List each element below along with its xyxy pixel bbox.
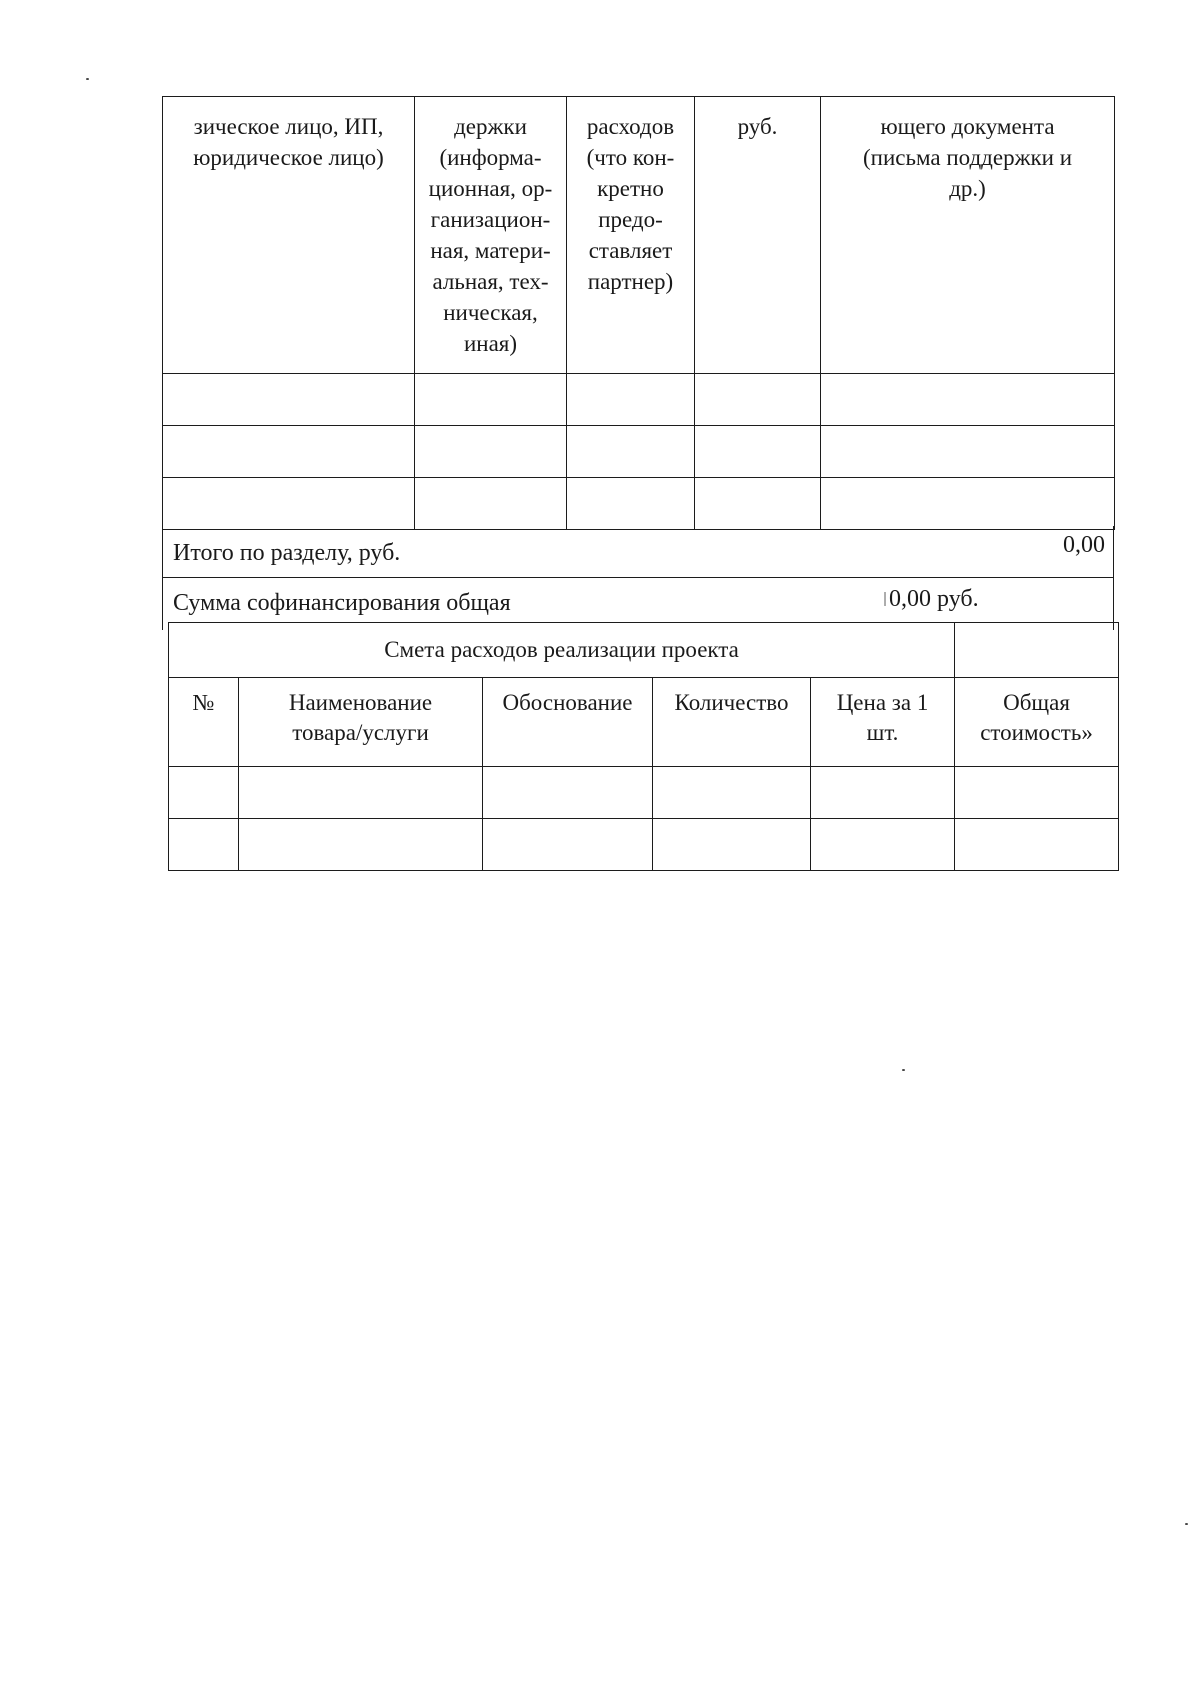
scan-artifact-mark: ǀ [883,589,888,611]
header-line: держки [454,114,527,139]
table-cell[interactable] [239,819,483,871]
table-cell[interactable] [653,767,811,819]
table-row [169,819,1119,871]
estimate-title: Смета расходов реализации проекта [169,623,955,678]
partner-contributions-table [162,96,1115,530]
header-line: ганизацион- [430,207,551,232]
header-line: зическое лицо, ИП, [193,114,384,139]
table-cell[interactable] [415,374,567,426]
header-line: альная, тех- [432,269,549,294]
table-cell[interactable] [163,426,415,478]
header-support-type [415,97,567,374]
header-line: кретно [597,176,664,201]
table-cell[interactable] [955,767,1119,819]
section-total-label: Итого по разделу, руб. [173,540,401,566]
table-cell[interactable] [695,374,821,426]
column-header-total-cost [955,678,1119,767]
table-cell[interactable] [239,767,483,819]
scan-speck [902,1069,905,1071]
table-cell[interactable] [567,426,695,478]
header-line: ническая, [443,300,538,325]
header-line: др.) [949,176,986,201]
table-cell[interactable] [821,374,1115,426]
column-header-item-name [239,678,483,767]
table-cell[interactable] [821,478,1115,530]
table-row [163,478,1115,530]
header-line: № [192,690,215,715]
header-line: (письма поддержки и [862,145,1073,170]
table-cell[interactable] [695,426,821,478]
cofinancing-value: 0,00 руб. [889,586,979,612]
header-line: предо- [598,207,663,232]
header-line: шт. [866,720,899,745]
table-cell[interactable] [811,767,955,819]
header-line: Количество [674,690,789,715]
scan-speck [86,78,89,80]
header-line: Наименование [288,690,433,715]
header-expense-description [567,97,695,374]
table-cell[interactable] [955,819,1119,871]
table-cell[interactable] [415,426,567,478]
header-line: Общая [1003,690,1070,715]
header-line: расходов [586,114,675,139]
table-cell[interactable] [415,478,567,530]
cofinancing-value-wrap [883,586,979,613]
table-cell[interactable] [163,478,415,530]
cofinancing-label: Сумма софинансирования общая [173,590,511,616]
section-total-row [162,526,1114,578]
section-total-value: 0,00 [1063,532,1105,558]
table-cell[interactable] [653,819,811,871]
header-line: товара/услуги [292,720,429,745]
table-cell[interactable] [821,426,1115,478]
header-line: иная) [463,331,518,356]
table-cell[interactable] [695,478,821,530]
table-row [163,426,1115,478]
header-line: ная, матери- [430,238,551,263]
table-cell[interactable] [169,767,239,819]
table-cell[interactable] [567,374,695,426]
table-cell[interactable] [483,767,653,819]
header-line: ционная, ор- [428,176,553,201]
column-header-unit-price [811,678,955,767]
column-header-quantity [653,678,811,767]
table-cell[interactable] [163,374,415,426]
column-header-number [169,678,239,767]
header-confirming-document [821,97,1115,374]
header-amount-rub [695,97,821,374]
header-line: (информа- [439,145,542,170]
table-cell[interactable] [567,478,695,530]
table-cell[interactable] [811,819,955,871]
header-line: ставляет [588,238,673,263]
column-header-justification [483,678,653,767]
partner-table-header-row [163,97,1115,374]
header-line: Обоснование [502,690,633,715]
header-line: партнер) [587,269,674,294]
estimate-header-row [169,678,1119,767]
header-line: стоимость» [980,720,1093,745]
header-line: ющего документа [880,114,1055,139]
header-partner-type [163,97,415,374]
header-line: (что кон- [586,145,675,170]
header-line: Цена за 1 [836,690,929,715]
table-row [169,767,1119,819]
table-cell[interactable] [483,819,653,871]
header-line: юридическое лицо) [193,145,384,170]
table-row [163,374,1115,426]
header-line: руб. [737,114,778,139]
project-estimate-table [168,622,1119,871]
table-cell[interactable] [169,819,239,871]
scan-speck [1185,1523,1188,1525]
estimate-title-blank-cell [955,623,1119,678]
estimate-title-row [169,623,1119,678]
